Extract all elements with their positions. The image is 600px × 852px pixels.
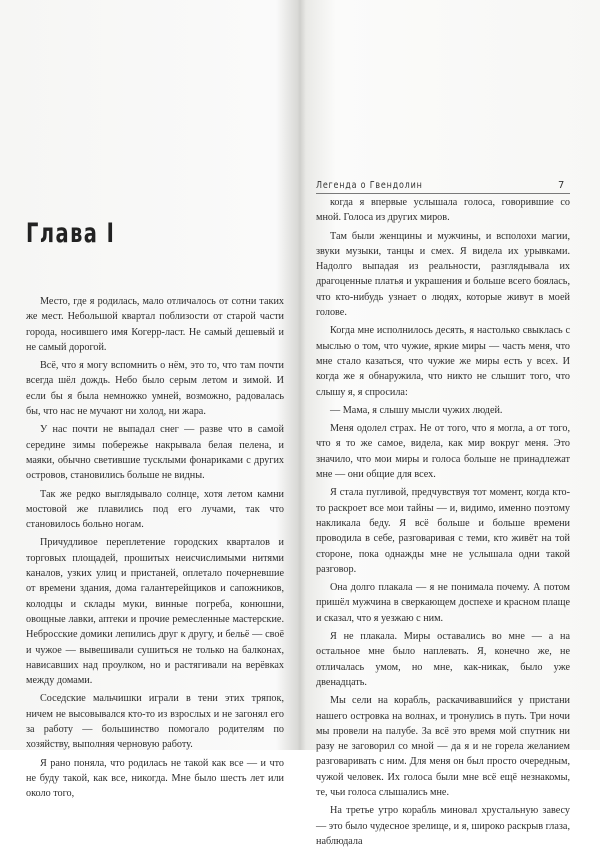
paragraph: Когда мне исполнилось десять, я настолько свыклась с мыслью о том, что чужие, яркие миры — часть меня, что мне стало казаться, что чужие же миры есть у всех. И когда же я обнаружила, что никто не слышит того, что слышу я, я спросила: — [316, 325, 570, 398]
paragraph: У нас почти не выпадал снег — разве что в самой середине зимы побережье накрывала белая пелена, и маяки, обычно светившие тусклыми фонариками с других островов, становились больше не видны. — [26, 424, 284, 482]
paragraph: Всё, что я могу вспомнить о нём, это то, что там почти всегда шёл дождь. Небо было серым летом и зимой. И если бы я была немножко умней, возможно, радовалась бы, что нас не мучают ни холод, ни жара. — [26, 360, 284, 418]
paragraph: Я стала пугливой, предчувствуя тот момент, когда кто-то раскроет все мои тайны — и, видимо, именно поэтому накликала беду. Я всё больше и больше времени проводила в себе, разговаривая с теми, кто живёт на той стороне, пока однажды мне не услышала одни такой разговор. — [316, 487, 570, 575]
paragraph: Так же редко выглядывало солнце, хотя летом камни мостовой же плавились под его лучами, так что становилось больно ногам. — [26, 488, 284, 531]
paragraph: Я не плакала. Миры оставались во мне — а на остальное мне было наплевать. Я, конечно же, не отличалась умом, но мне, как-никак, было уже двенадцать. — [316, 631, 570, 688]
left-page — [0, 0, 300, 800]
running-head: Легенда о Гвендолин — [316, 180, 423, 191]
paragraph: Причудливое переплетение городских кварталов и торговых площадей, прошитых неисчислимыми нитями каналов, узких улиц и пристаней, оплетало почерневшие от времени здания, дома галантерейщиков и сапожников, колодцы и склады муки, винные погреба, конюшни, овощные лавки, аптеки и прочие ремесленные мастерские. Небросские домики лепились друг к другу, и бельё — своё и чужое — вывешивали сушиться не только на балконах, нависавших над проулком, но и растягивали на верёвках между домами. — [26, 537, 284, 687]
paragraph: — Мама, я слышу мысли чужих людей. — [330, 404, 503, 416]
paragraph: Меня одолел страх. Не от того, что я могла, а от того, что я то же самое, видела, как мир вокруг меня. Это значило, что мои миры и голоса больше не принадлежат мне — они общие для всех. — [316, 423, 570, 481]
paragraph: Соседские мальчишки играли в тени этих тряпок, ничем не высовывался кто-то из взрослых и не загонял его за работу — большинство помогало родителям по хозяйству, выполняя черновую работу. — [26, 693, 284, 751]
right-page — [300, 0, 600, 847]
paragraph: На третье утро корабль миновал хрустальную завесу — это было чудесное зрелище, и я, широко раскрыв глаза, наблюдала — [316, 805, 570, 847]
paragraph: когда я впервые услышала голоса, говорившие со мной. Голоса из других миров. — [316, 197, 570, 224]
right-page-text — [316, 195, 570, 852]
page-number: 7 — [558, 180, 565, 191]
paragraph: Она долго плакала — я не понимала почему. А потом пришёл мужчина в сверкающем доспехе и красном плаще и сказал, что я уезжаю с ним. — [316, 582, 570, 624]
header-rule — [316, 193, 570, 194]
paragraph: Место, где я родилась, мало отличалось от сотни таких же мест. Небольшой квартал поблизости от старой части города, носившего имя Когерр-ласт. Не самый дешевый и не самый дорогой. — [26, 296, 284, 353]
paragraph: Я рано поняла, что родилась не такой как все — и что не буду такой, как все, никогда. Мне было шесть лет или около того, — [26, 757, 284, 800]
left-page-text — [26, 294, 284, 805]
chapter-title: Глава I — [26, 218, 116, 249]
paragraph: Мы сели на корабль, раскачивавшийся у пристани нашего островка на волнах, и тронулись в путь. Три ночи мы провели на палубе. За всё это время мой спутник ни разу не заговорил со мной — да я и не горела желанием разговаривать с ним. Для меня он был просто очередным, чужой человек. Их голоса были мне всё ещё незнакомы, те, чьи голоса слышались мне. — [316, 695, 570, 798]
paragraph: Там были женщины и мужчины, и всполохи магии, звуки музыки, танцы и смех. Я видела их урывками. Надолго выпадая из реальности, разглядывала их драгоценные платья и украшения и больше всего боялась, что кто-нибудь узнает о людях, которые живут в моей голове. — [316, 230, 570, 319]
